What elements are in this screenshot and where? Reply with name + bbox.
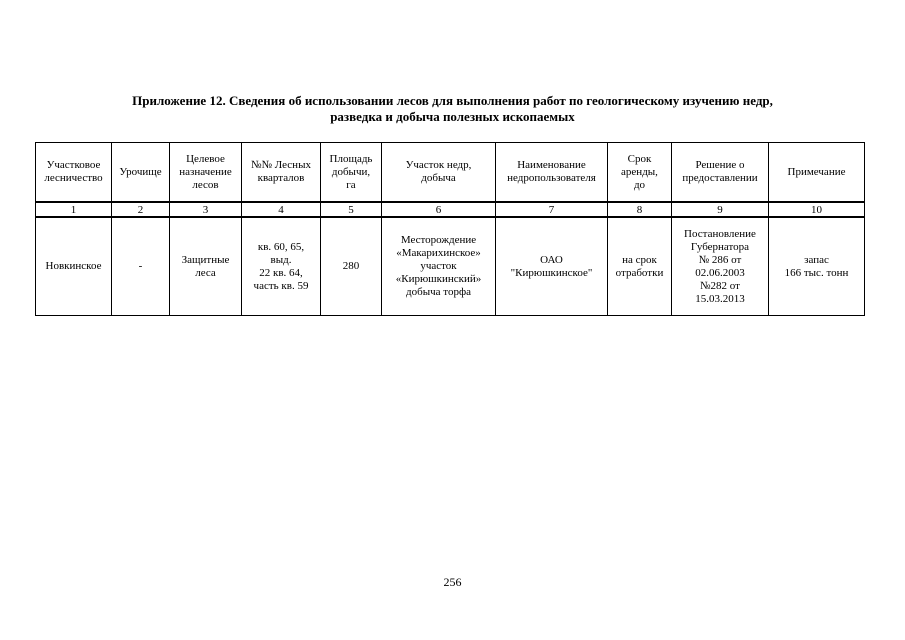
- header-cell: Целевое назначение лесов: [170, 143, 242, 202]
- header-cell: Решение о предоставлении: [672, 143, 769, 202]
- quarters-cell: кв. 60, 65, выд. 22 кв. 64, часть кв. 59: [242, 218, 321, 316]
- subsoil-user-cell: ОАО "Кирюшкинское": [496, 218, 608, 316]
- column-number: 9: [672, 203, 769, 217]
- forest-purpose-cell: Защитные леса: [170, 218, 242, 316]
- area-cell: 280: [321, 218, 382, 316]
- page-number: 256: [443, 575, 462, 589]
- column-number: 5: [321, 203, 382, 217]
- header-cell: Примечание: [769, 143, 865, 202]
- title-line-2: разведка и добыча полезных ископаемых: [330, 109, 575, 124]
- table-row: [36, 218, 865, 316]
- header-cell: Площадь добычи, га: [321, 143, 382, 202]
- header-cell: Урочище: [112, 143, 170, 202]
- column-number: 3: [170, 203, 242, 217]
- tract-cell: -: [112, 218, 170, 316]
- table-header-row: [36, 143, 865, 202]
- note-cell: запас 166 тыс. тонн: [769, 218, 865, 316]
- header-cell: Срок аренды, до: [608, 143, 672, 202]
- column-number-row: [36, 203, 865, 217]
- column-number: 1: [36, 203, 112, 217]
- title-line-1: Приложение 12. Сведения об использовании лесов для выполнения работ по геологическому изучению недр,: [132, 93, 773, 108]
- header-cell: №№ Лесных кварталов: [242, 143, 321, 202]
- header-cell: Участковое лесничество: [36, 143, 112, 202]
- decision-cell: Постановление Губернатора № 286 от 02.06.2003 №282 от 15.03.2013: [672, 218, 769, 316]
- column-number: 4: [242, 203, 321, 217]
- column-number: 10: [769, 203, 865, 217]
- subsoil-plot-cell: Месторождение «Макарихинское» участок «Кирюшкинский» добыча торфа: [382, 218, 496, 316]
- forest-use-table: [35, 142, 865, 316]
- forestry-district-cell: Новкинское: [36, 218, 112, 316]
- column-number: 2: [112, 203, 170, 217]
- column-number: 6: [382, 203, 496, 217]
- column-number: 7: [496, 203, 608, 217]
- header-cell: Участок недр, добыча: [382, 143, 496, 202]
- lease-term-cell: на срок отработки: [608, 218, 672, 316]
- column-number: 8: [608, 203, 672, 217]
- document-title: [0, 93, 905, 125]
- header-cell: Наименование недропользователя: [496, 143, 608, 202]
